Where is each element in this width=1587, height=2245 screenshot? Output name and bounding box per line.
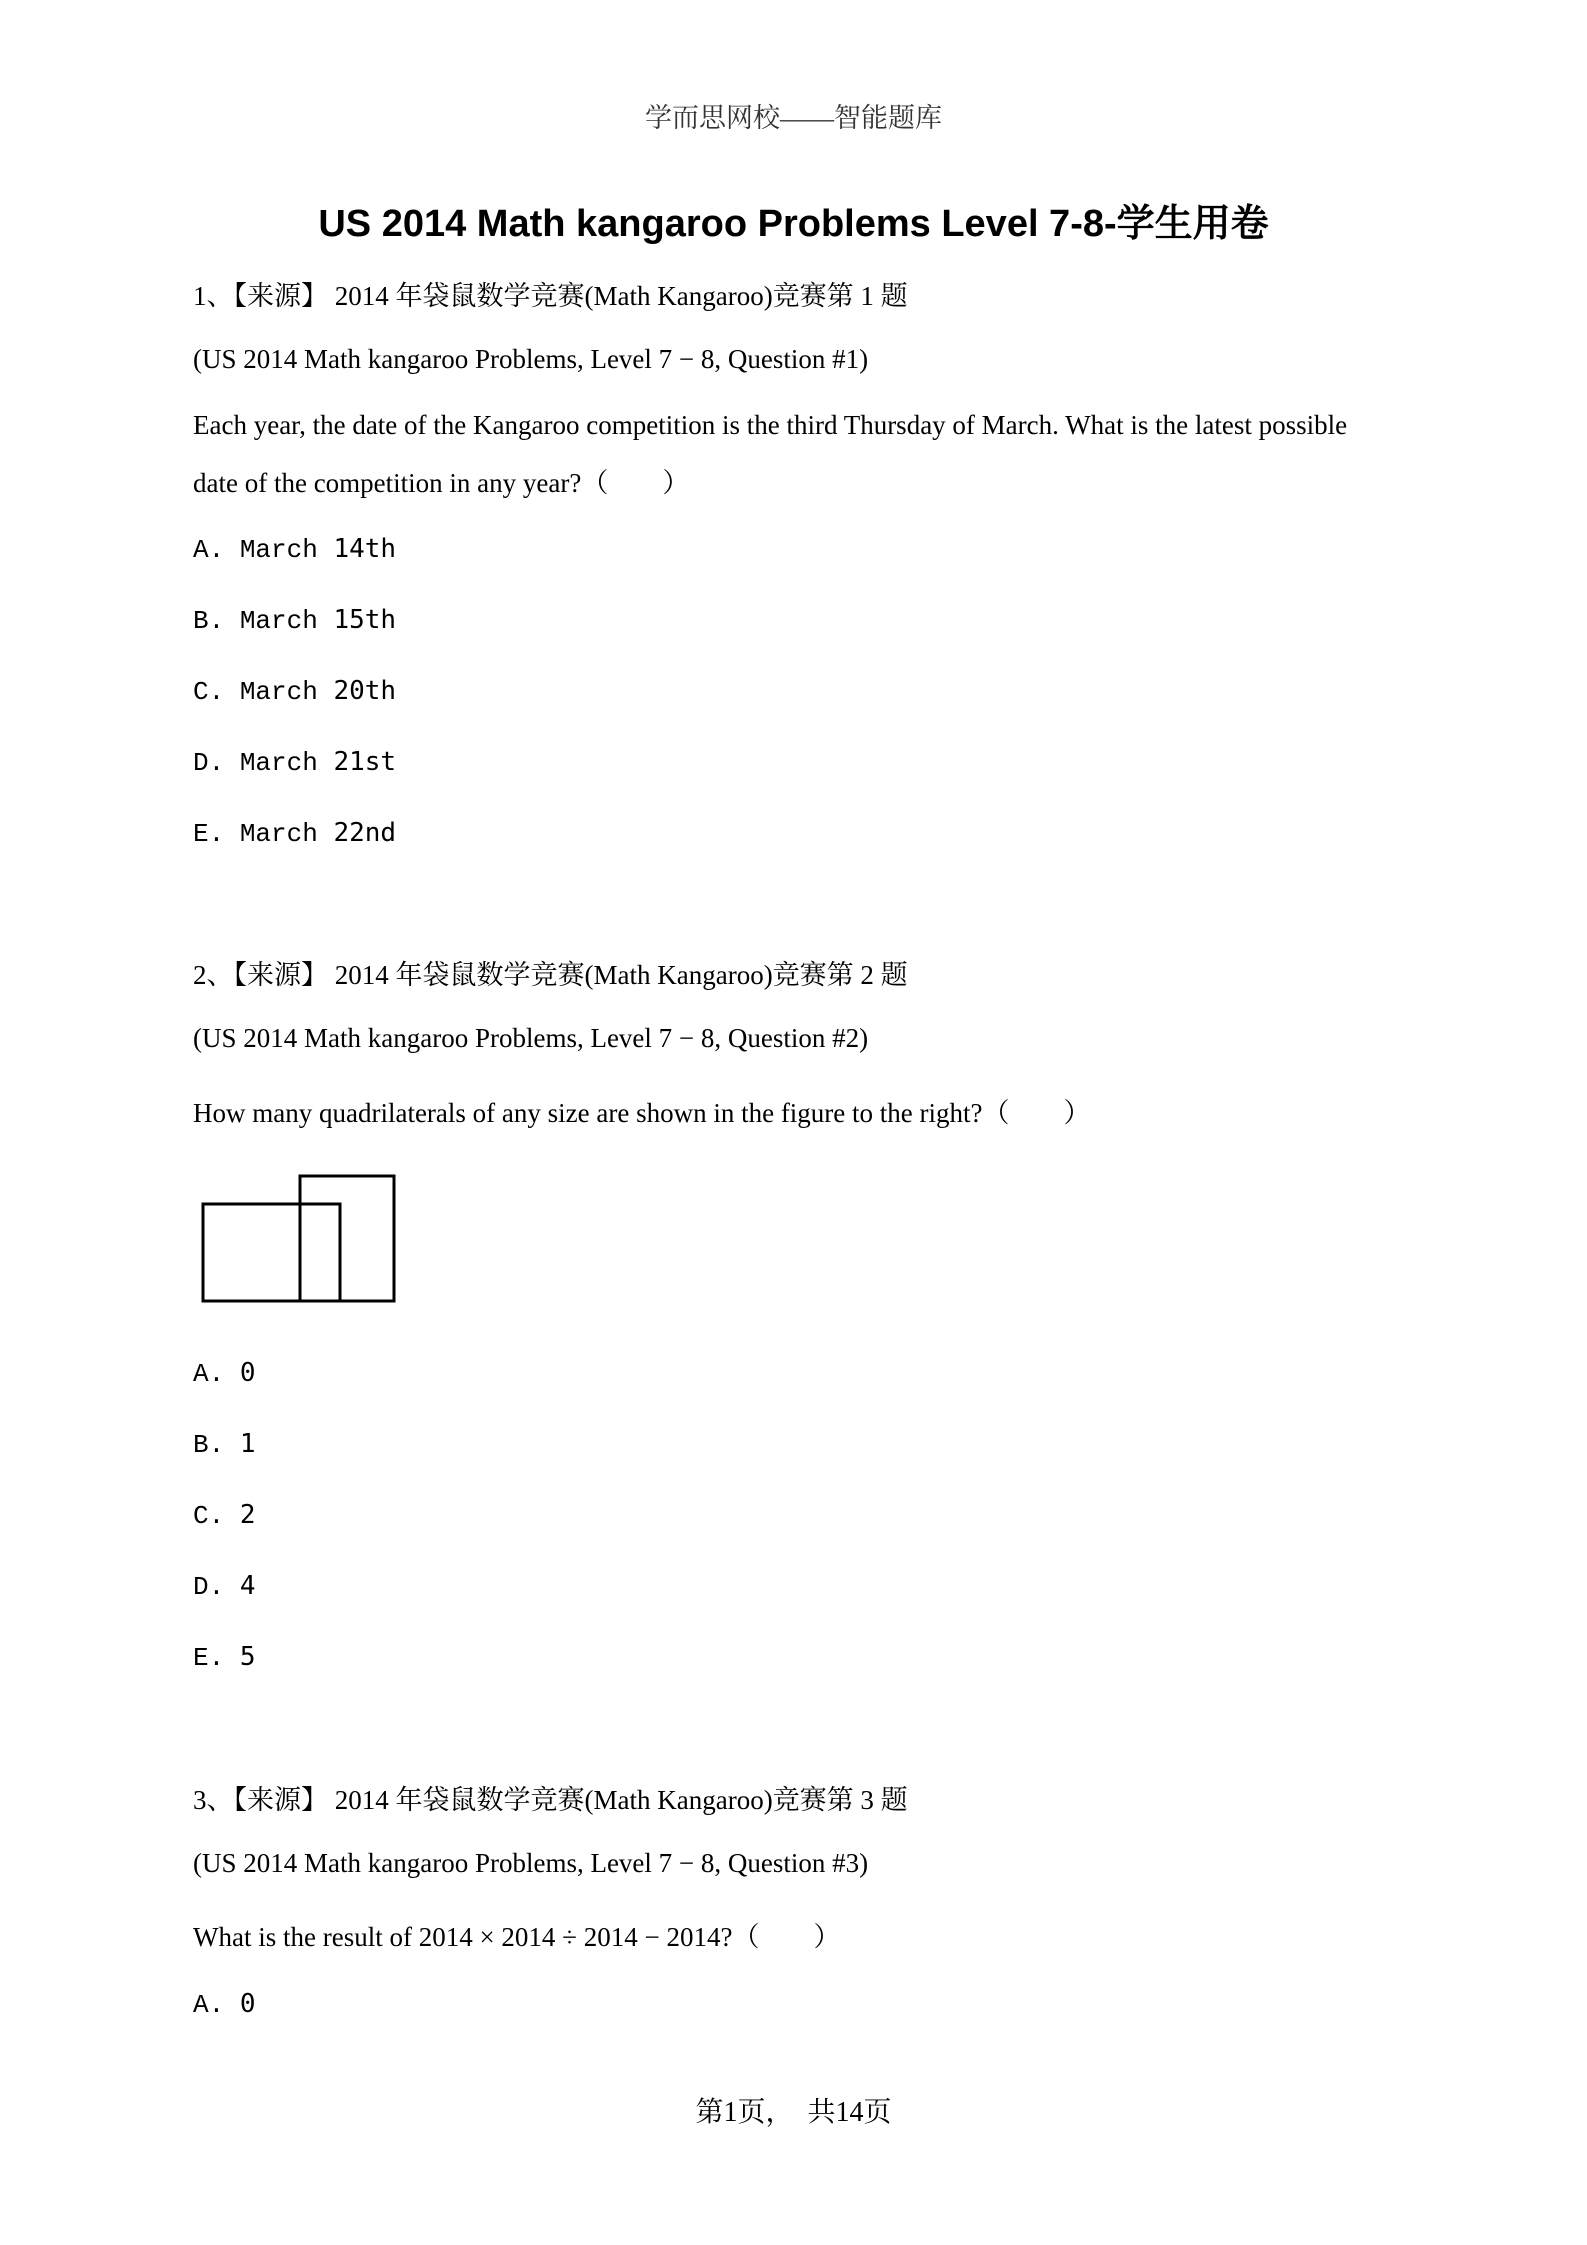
question-2-source: 2、【来源】 2014 年袋鼠数学竞赛(Math Kangaroo)竞赛第 2 题 bbox=[193, 960, 908, 990]
quadrilateral-figure bbox=[193, 1168, 403, 1308]
page-header: 学而思网校——智能题库 bbox=[645, 103, 942, 133]
question-1-source: 1、【来源】 2014 年袋鼠数学竞赛(Math Kangaroo)竞赛第 1 题 bbox=[193, 281, 908, 311]
question-1-reference: (US 2014 Math kangaroo Problems, Level 7 − 8, Question #1) bbox=[193, 344, 869, 374]
question-1-choice-c: C. March 20th bbox=[193, 676, 397, 707]
question-2-choice-c: C. 2 bbox=[193, 1500, 256, 1531]
question-3-reference: (US 2014 Math kangaroo Problems, Level 7 − 8, Question #3) bbox=[193, 1848, 869, 1878]
question-1-choice-a: A. March 14th bbox=[193, 534, 397, 565]
question-2-choice-a: A. 0 bbox=[193, 1358, 256, 1389]
figure-right-rectangle bbox=[300, 1176, 394, 1301]
question-2-choice-d: D. 4 bbox=[193, 1571, 256, 1602]
question-1-choice-b: B. March 15th bbox=[193, 605, 397, 636]
page-footer: 第1页， 共14页 bbox=[695, 2097, 892, 2128]
document-title: US 2014 Math kangaroo Problems Level 7-8-学生用卷 bbox=[318, 203, 1269, 245]
question-1-text-line-1: Each year, the date of the Kangaroo competition is the third Thursday of March. What is the latest possible bbox=[193, 410, 1348, 440]
question-3-choice-a: A. 0 bbox=[193, 1989, 256, 2020]
question-2-reference: (US 2014 Math kangaroo Problems, Level 7 − 8, Question #2) bbox=[193, 1023, 869, 1053]
question-1-text-line-2: date of the competition in any year?（ ） bbox=[193, 468, 690, 498]
figure-left-rectangle bbox=[203, 1204, 340, 1301]
question-2-choice-e: E. 5 bbox=[193, 1642, 256, 1673]
question-3-source: 3、【来源】 2014 年袋鼠数学竞赛(Math Kangaroo)竞赛第 3 题 bbox=[193, 1785, 908, 1815]
question-2-text: How many quadrilaterals of any size are shown in the figure to the right?（ ） bbox=[193, 1098, 1091, 1128]
question-2-choice-b: B. 1 bbox=[193, 1429, 256, 1460]
question-1-choice-e: E. March 22nd bbox=[193, 818, 397, 849]
question-1-choice-d: D. March 21st bbox=[193, 747, 397, 778]
question-3-text: What is the result of 2014 × 2014 ÷ 2014 − 2014?（ ） bbox=[193, 1922, 841, 1952]
